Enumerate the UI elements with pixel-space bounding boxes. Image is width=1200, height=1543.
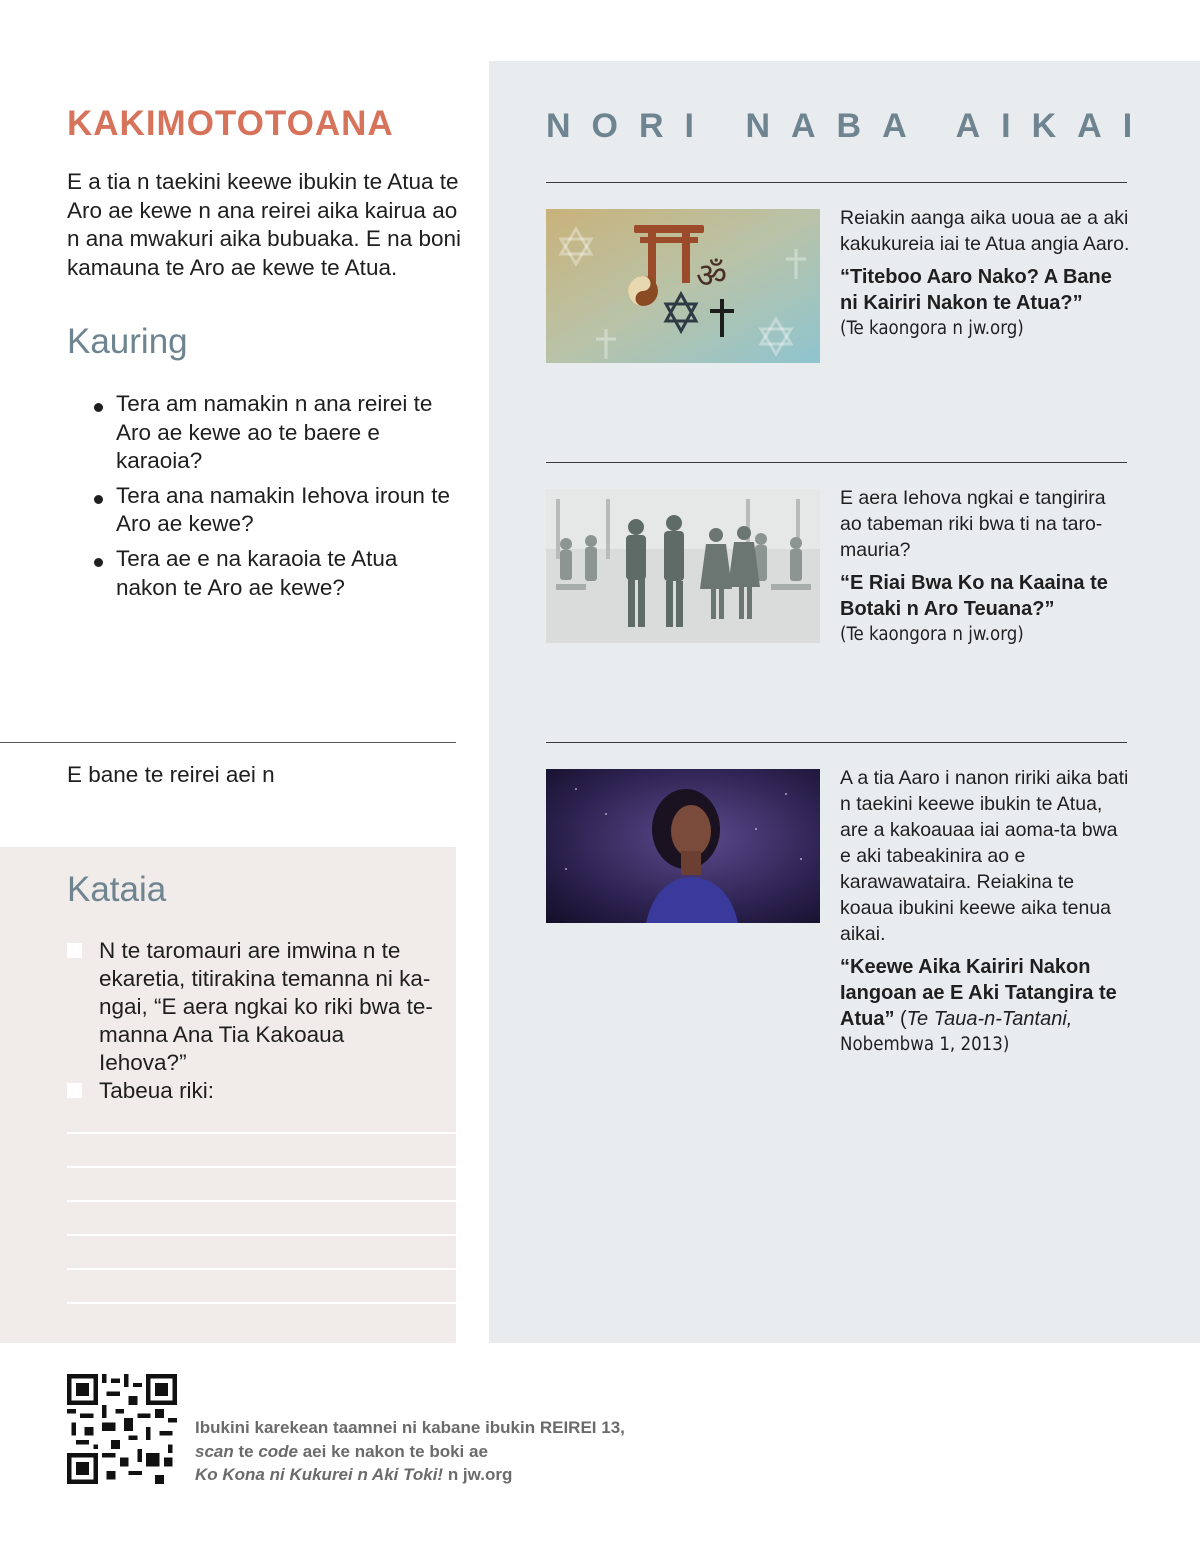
divider — [0, 742, 456, 743]
explore-item-text: E aera Iehova ngkai e tangirira ao tabeman riki bwa ti na taro-mauria? — [840, 487, 1106, 561]
footer-line — [195, 1440, 675, 1464]
footer-line — [195, 1463, 675, 1487]
review-question: Tera am namakin n ana reirei te Aro ae kewe ao te baere e karaoia? — [90, 390, 450, 476]
divider — [546, 742, 1127, 743]
explore-item-text: Reiakin aanga aika uoua ae a aki kakukureia iai te Atua angia Aaro. — [840, 207, 1130, 255]
goal-title: Kataia — [67, 870, 167, 909]
religious-symbols-image[interactable] — [546, 209, 820, 363]
footer-text-fragment: te — [233, 1441, 259, 1461]
review-question: Tera ana namakin Iehova iroun te Aro ae kewe? — [90, 482, 450, 539]
writing-line[interactable] — [67, 1302, 456, 1304]
writing-line[interactable] — [67, 1166, 456, 1168]
footer-text-fragment: aei ke nakon te boki ae — [298, 1441, 488, 1461]
summary-text: E a tia n taekini keewe ibukin te Atua te Aro ae kewe n ana reirei aika kairua ao n ana mwakuri aika bubuaka. E na boni kamauna te Aro ae kewe te Atua. — [67, 169, 462, 280]
explore-item-link[interactable]: “E Riai Bwa Ko na Kaaina te Botaki n Aro Teuana?” — [840, 572, 1108, 620]
explore-item-source: (Te kaongora n jw.org) — [840, 318, 1024, 339]
explore-item — [840, 765, 1132, 1057]
writing-line[interactable] — [67, 1132, 456, 1134]
learned-text: E bane te reirei aei n — [67, 762, 275, 787]
explore-item-source: (Te kaongora n jw.org) — [840, 624, 1024, 645]
review-question: Tera ae e na karaoia te Atua nakon te Aro ae kewe? — [90, 545, 450, 602]
goal-item — [67, 937, 437, 1077]
footer-book-title[interactable]: Ko Kona ni Kukurei n Aki Toki! — [195, 1465, 444, 1484]
qr-code[interactable] — [67, 1374, 177, 1484]
footer-scan-word: scan — [195, 1441, 234, 1461]
goal-item-text: N te taromauri are imwina n te ekaretia, titirakina temanna ni ka-ngai, “E aera ngkai ko riki bwa te-manna Ana Tia Kakoaua Iehova?” — [99, 938, 433, 1075]
writing-line[interactable] — [67, 1200, 456, 1202]
checkbox[interactable] — [67, 1083, 82, 1098]
goal-item — [67, 1077, 437, 1105]
explore-item-source: Nobembwa 1, 2013) — [840, 1034, 1010, 1055]
review-title: Kauring — [67, 322, 188, 361]
explore-item — [840, 205, 1132, 341]
writing-line[interactable] — [67, 1268, 456, 1270]
divider — [546, 462, 1127, 463]
summary-title: KAKIMOTOTOANA — [67, 104, 394, 143]
footer-text-fragment: n jw.org — [443, 1465, 513, 1484]
explore-item — [840, 485, 1132, 647]
explore-item-link[interactable] — [840, 954, 1132, 1032]
explore-item-link-title: “Keewe Aika Kairiri Nakon Iangoan ae E Aki Tatangira te Atua” — [840, 956, 1117, 1030]
explore-item-link[interactable]: “Titeboo Aaro Nako? A Bane ni Kairiri Nakon te Atua?” — [840, 266, 1112, 314]
explore-title: NORI NABA AIKAI — [546, 107, 1154, 145]
congregation-gathering-image[interactable] — [546, 489, 820, 643]
footer-code-word: code — [258, 1441, 298, 1461]
writing-line[interactable] — [67, 1234, 456, 1236]
divider — [546, 182, 1127, 183]
explore-item-text: A a tia Aaro i nanon ririki aika bati n taekini keewe ibukin te Atua, are a kakoauaa iai aoma-ta bwa e aki tabeakinira ao e karawawataira. Reiakina te koaua ibukini keewe aika tenua aikai. — [840, 767, 1129, 945]
review-list — [90, 390, 450, 608]
footer-text — [195, 1416, 675, 1487]
svg-text:ॐ: ॐ — [696, 256, 728, 296]
footer-line: Ibukini karekean taamnei ni kabane ibukin REIREI 13, — [195, 1418, 625, 1437]
checkbox[interactable] — [67, 943, 82, 958]
explore-item-source-open: ( — [894, 1008, 907, 1030]
explore-item-source-publication: Te Taua-n-Tantani, — [906, 1008, 1073, 1030]
woman-under-stars-image[interactable] — [546, 769, 820, 923]
goal-item-text: Tabeua riki: — [99, 1078, 215, 1103]
